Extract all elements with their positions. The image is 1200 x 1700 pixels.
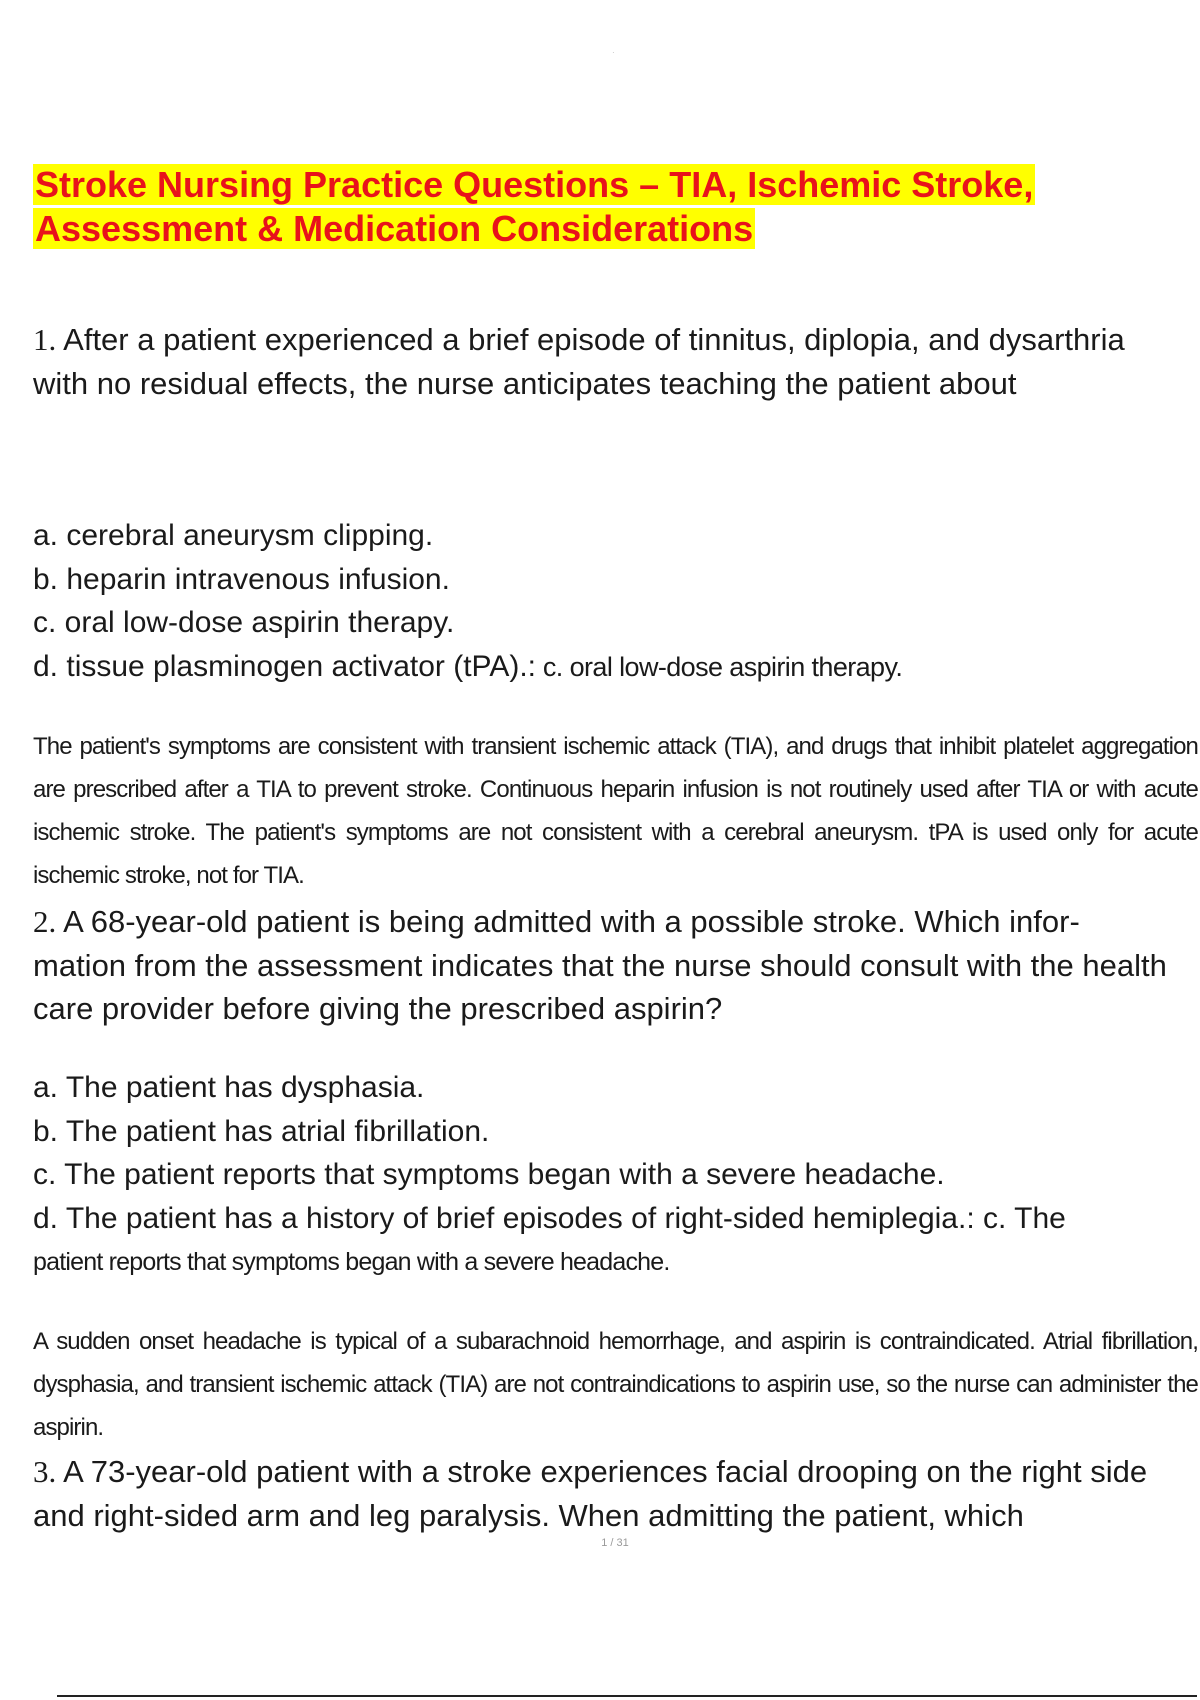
question-1-explanation: The patient's symptoms are consistent with transient ischemic attack (TIA), and drugs that inhibit platelet aggregation are prescribed after a TIA to prevent stroke. Continuous heparin infusion is not routinely used after TIA or with acute ischemic stroke. The patient's symptoms are not consistent with a cerebral aneurysm. tPA is used only for acute ischemic stroke, not for TIA.: [33, 733, 1198, 889]
top-mark: ·: [612, 48, 615, 57]
question-3-number: 3.: [33, 1454, 57, 1489]
question-3-text: A 73-year-old patient with a stroke experiences facial drooping on the right side and right-sided arm and leg paralysis. When admitting the patient, which: [33, 1454, 1148, 1533]
question-2-explanation: A sudden onset headache is typical of a subarachnoid hemorrhage, and aspirin is contraindicated. Atrial fibrillation, dysphasia, and transient ischemic attack (TIA) are not contraindications to aspirin use, so the nurse can administer the aspirin.: [33, 1328, 1198, 1441]
question-1-option-d: [33, 645, 1193, 690]
question-2-options: [33, 1066, 1193, 1240]
page-number: 1 / 31: [601, 1537, 629, 1549]
question-1-option-d-text: d. tissue plasminogen activator (tPA).:: [33, 649, 536, 683]
question-2-option-a: a. The patient has dysphasia.: [33, 1071, 425, 1104]
question-2-number: 2.: [33, 904, 57, 939]
question-2-option-d: d. The patient has a history of brief episodes of right-sided hemiplegia.: c. The: [33, 1201, 1066, 1235]
question-3-stem: [33, 1450, 1173, 1537]
bottom-rule: [57, 1695, 1197, 1697]
question-2-text: A 68-year-old patient is being admitted with a possible stroke. Which infor- mation from the assessment indicates that the nurse should consult with the health care provider before giving the prescribed aspirin?: [33, 904, 1167, 1026]
question-2-option-c: c. The patient reports that symptoms began with a severe headache.: [33, 1158, 945, 1191]
question-1-options: [33, 514, 1193, 689]
question-2-option-b: b. The patient has atrial fibrillation.: [33, 1114, 490, 1148]
question-1-stem: [33, 318, 1173, 405]
question-2-stem: [33, 900, 1173, 1031]
question-1-number: 1.: [33, 322, 57, 357]
question-1-option-a: a. cerebral aneurysm clipping.: [33, 519, 434, 552]
document-title: [33, 163, 1173, 251]
question-2-answer: patient reports that symptoms began with a severe headache.: [33, 1248, 670, 1276]
question-1-answer: c. oral low-dose aspirin therapy.: [536, 651, 903, 682]
question-1-option-b: b. heparin intravenous infusion.: [33, 562, 450, 596]
question-1-text: After a patient experienced a brief episode of tinnitus, diplopia, and dysarthria with no residual effects, the nurse anticipates teaching the patient about: [33, 322, 1125, 401]
title-highlight: Stroke Nursing Practice Questions – TIA, Ischemic Stroke, Assessment & Medication Considerations: [35, 164, 1034, 249]
question-1-option-c: c. oral low-dose aspirin therapy.: [33, 606, 455, 639]
